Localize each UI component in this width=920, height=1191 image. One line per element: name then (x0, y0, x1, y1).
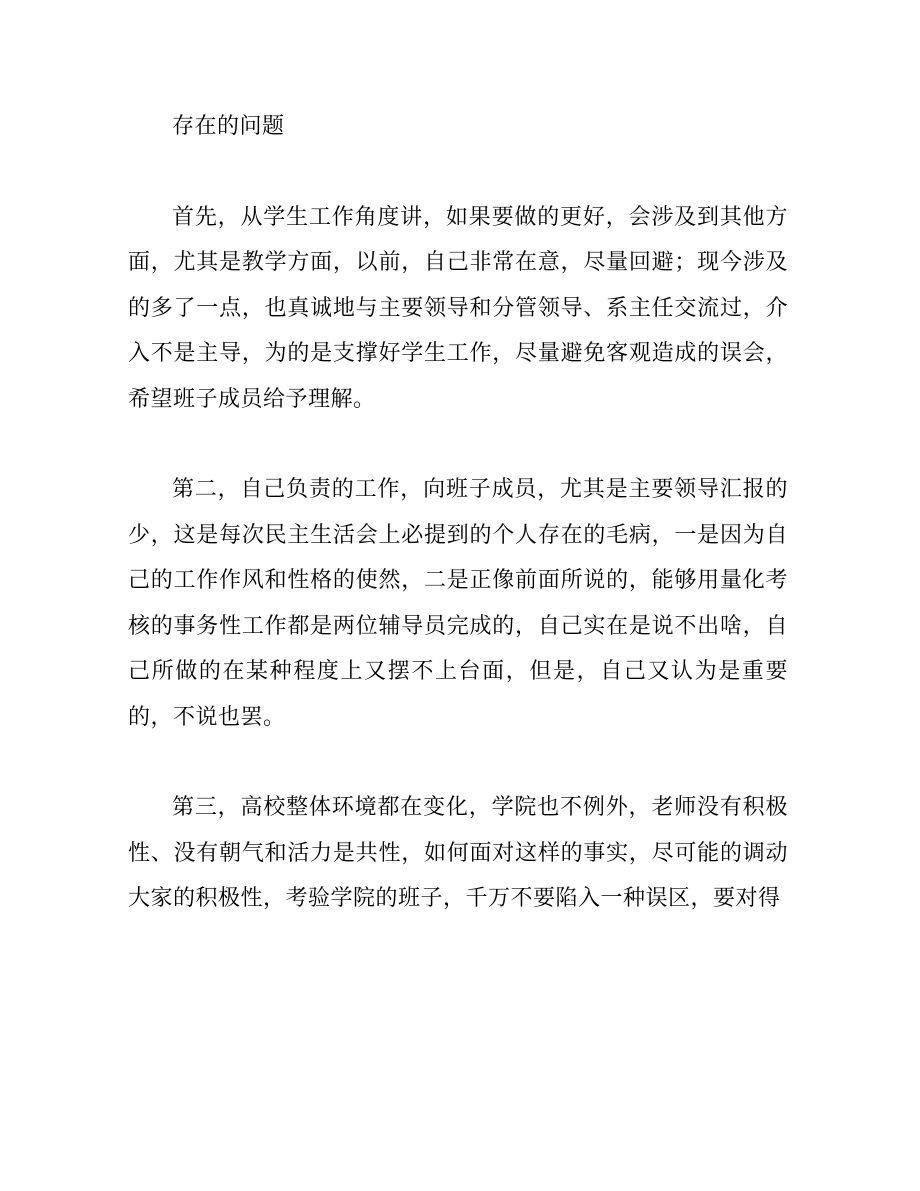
section-heading: 存在的问题 (172, 114, 285, 139)
document-body (128, 104, 788, 922)
paragraph-first: 首先，从学生工作角度讲，如果要做的更好，会涉及到其他方面，尤其是教学方面，以前，自己非常在意，尽量回避；现今涉及的多了一点，也真诚地与主要领导和分管领导、系主任交流过，介入不是主导，为的是支撑好学生工作，尽量避免客观造成的误会，希望班子成员给予理解。 (128, 204, 788, 412)
paragraph-second: 第二，自己负责的工作，向班子成员，尤其是主要领导汇报的少，这是每次民主生活会上必提到的个人存在的毛病，一是因为自己的工作作风和性格的使然，二是正像前面所说的，能够用量化考核的事务性工作都是两位辅导员完成的，自己实在是说不出啥，自己所做的在某种程度上又摆不上台面，但是，自己又认为是重要的，不说也罢。 (128, 477, 788, 730)
paragraph-third: 第三，高校整体环境都在变化，学院也不例外，老师没有积极性、没有朝气和活力是共性，如何面对这样的事实，尽可能的调动大家的积极性，考验学院的班子，千万不要陷入一种误区，要对得 (128, 795, 788, 911)
